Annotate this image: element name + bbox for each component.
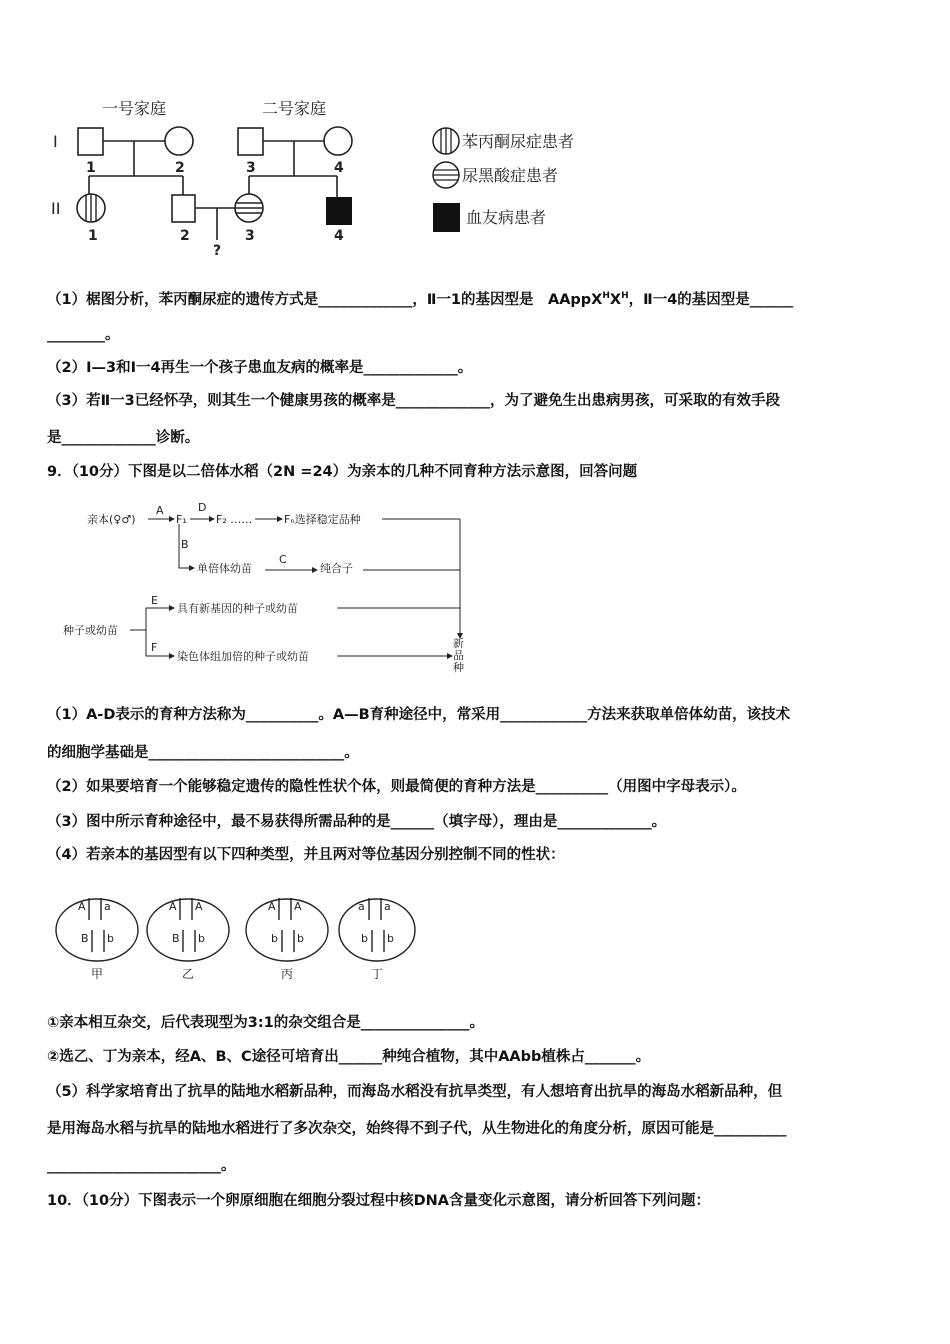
q9-part5-line2: 是用海岛水稻与抗旱的陆地水稻进行了多次杂交，始终得不到子代，从生物进化的角度分析，原因可能是__________: [47, 1121, 787, 1137]
q8-part1-line1: [47, 286, 793, 310]
unknown-child: ?: [213, 243, 222, 259]
cell-3: [339, 898, 415, 981]
q9-sub2: ②选乙、丁为亲本，经A、B、C途径可培育出______种纯合植物，其中AAbb植株占_______。: [47, 1049, 651, 1065]
family2-label: 二号家庭: [262, 99, 327, 118]
allele-label: b: [271, 932, 278, 945]
label-f1: F₁: [176, 513, 187, 526]
num-II-4: 4: [334, 228, 344, 244]
allele-label: a: [358, 900, 365, 913]
q8-p1-text: ，Ⅱ一4的基因型是______: [628, 291, 794, 308]
label-C: C: [279, 553, 287, 566]
doubled-label: 染色体组加倍的种子或幼苗: [177, 650, 309, 663]
pedigree-I-4-female: [324, 127, 352, 155]
q9-title: 9．（10分）下图是以二倍体水稻（2N =24）为亲本的几种不同育种方法示意图，回答问题: [47, 464, 638, 480]
sup: H: [621, 291, 629, 301]
q9-part2: （2）如果要培育一个能够稳定遗传的隐性性状个体，则最简便的育种方法是__________（用图中字母表示）。: [47, 779, 746, 795]
num-II-2: 2: [180, 228, 190, 244]
num-II-3: 3: [245, 228, 255, 244]
pedigree-I-3-male: [238, 128, 263, 155]
allele-label: A: [169, 900, 177, 913]
allele-label: A: [195, 900, 203, 913]
allele-label: b: [198, 932, 205, 945]
q9-part1-line1: （1）A-D表示的育种方法称为__________。A—B育种途径中，常采用____________方法来获取单倍体幼苗，该技术: [47, 707, 791, 723]
label-D: D: [198, 501, 207, 514]
q9-part5-line1: （5）科学家培育出了抗旱的陆地水稻新品种，而海岛水稻没有抗旱类型，有人想培育出抗旱的海岛水稻新品种，但: [47, 1084, 783, 1100]
cell-outline: [246, 899, 328, 961]
num-II-1: 1: [88, 228, 98, 244]
cell-1: [147, 898, 229, 981]
allele-label: b: [361, 932, 368, 945]
q8-part3-line1: （3）若Ⅱ一3已经怀孕，则其生一个健康男孩的概率是_____________，为了避免生出患病男孩，可采取的有效手段: [47, 393, 780, 409]
allele-label: B: [172, 932, 180, 945]
legend-pku-icon: [433, 128, 459, 154]
legend-hemophilia-icon: [433, 203, 460, 232]
num-I-2: 2: [175, 160, 185, 176]
label-F: F: [151, 641, 158, 654]
seed-label: 种子或幼苗: [63, 624, 118, 637]
allele-label: a: [104, 900, 111, 913]
pedigree-diagram: [0, 0, 620, 270]
legend-hemophilia: 血友病患者: [466, 208, 547, 227]
pure-label: 纯合子: [320, 562, 353, 575]
allele-label: A: [268, 900, 276, 913]
allele-label: B: [81, 932, 89, 945]
cell-2: [246, 898, 328, 981]
cell-label: 乙: [182, 967, 195, 981]
cell-outline: [56, 899, 138, 961]
family1-label: 一号家庭: [102, 99, 167, 118]
pedigree-II-2-male: [172, 195, 195, 222]
legend-alkaptonuria-icon: [433, 162, 459, 188]
cell-label: 丙: [281, 967, 294, 981]
allele-label: a: [384, 900, 391, 913]
legend-pku: 苯丙酮尿症患者: [462, 132, 575, 151]
label-E: E: [151, 594, 158, 607]
num-I-3: 3: [246, 160, 256, 176]
pedigree-II-3-alkaptonuria-female: [235, 194, 263, 222]
label-f2: F₂ ……: [216, 513, 253, 526]
new-variety-3: 种: [453, 661, 464, 674]
pedigree-I-1-male: [78, 128, 103, 155]
q8-part1-line2: ________。: [47, 327, 120, 343]
breeding-diagram: [0, 490, 500, 685]
pedigree-II-4-hemophilia-male: [326, 197, 352, 225]
genotype-cells: [0, 880, 450, 990]
cell-outline: [147, 899, 229, 961]
newgene-label: 具有新基因的种子或幼苗: [177, 602, 298, 615]
q9-part4: （4）若亲本的基因型有以下四种类型，并且两对等位基因分别控制不同的性状：: [47, 847, 565, 863]
haploid-label: 单倍体幼苗: [197, 562, 252, 575]
q8-part2: （2）Ⅰ—3和Ⅰ一4再生一个孩子患血友病的概率是_____________。: [47, 360, 473, 376]
num-I-1: 1: [86, 160, 96, 176]
legend-alkaptonuria: 尿黑酸症患者: [462, 166, 559, 185]
cell-0: [56, 898, 138, 981]
allele-label: b: [297, 932, 304, 945]
allele-label: b: [107, 932, 114, 945]
label-fn: Fₙ选择稳定品种: [284, 513, 361, 526]
new-variety-2: 品: [453, 649, 464, 662]
generation-II: II: [51, 199, 61, 218]
pedigree-I-2-female: [165, 127, 193, 155]
new-variety-1: 新: [453, 637, 464, 650]
cell-outline: [339, 899, 415, 961]
sup: H: [602, 291, 610, 301]
q9-part3: （3）图中所示育种途径中，最不易获得所需品种的是______（填字母），理由是_____________。: [47, 814, 667, 830]
allele-label: A: [294, 900, 302, 913]
q9-sub1: ①亲本相互杂交，后代表现型为3:1的杂交组合是_______________。: [47, 1015, 485, 1031]
label-A: A: [156, 504, 164, 517]
q10-title: 10．（10分）下图表示一个卵原细胞在细胞分裂过程中核DNA含量变化示意图，请分析回答下列问题：: [47, 1193, 710, 1209]
num-I-4: 4: [334, 160, 344, 176]
label-B: B: [181, 538, 189, 551]
q8-p1-text: X: [609, 291, 622, 308]
cell-label: 丁: [371, 967, 384, 981]
q9-part1-line2: 的细胞学基础是___________________________。: [47, 745, 359, 761]
generation-I: I: [53, 132, 58, 151]
cell-label: 甲: [91, 967, 104, 981]
allele-label: A: [78, 900, 86, 913]
pedigree-II-1-pku-female: [77, 194, 105, 222]
q9-part5-line3: ________________________。: [47, 1158, 236, 1174]
q8-part3-line2: 是_____________诊断。: [47, 430, 200, 446]
q8-p1-text: （1）椐图分析，苯丙酮尿症的遗传方式是_____________，Ⅱ一1的基因型是 AAppX: [47, 291, 603, 308]
parent-label: 亲本(♀♂): [87, 513, 136, 526]
allele-label: b: [387, 932, 394, 945]
